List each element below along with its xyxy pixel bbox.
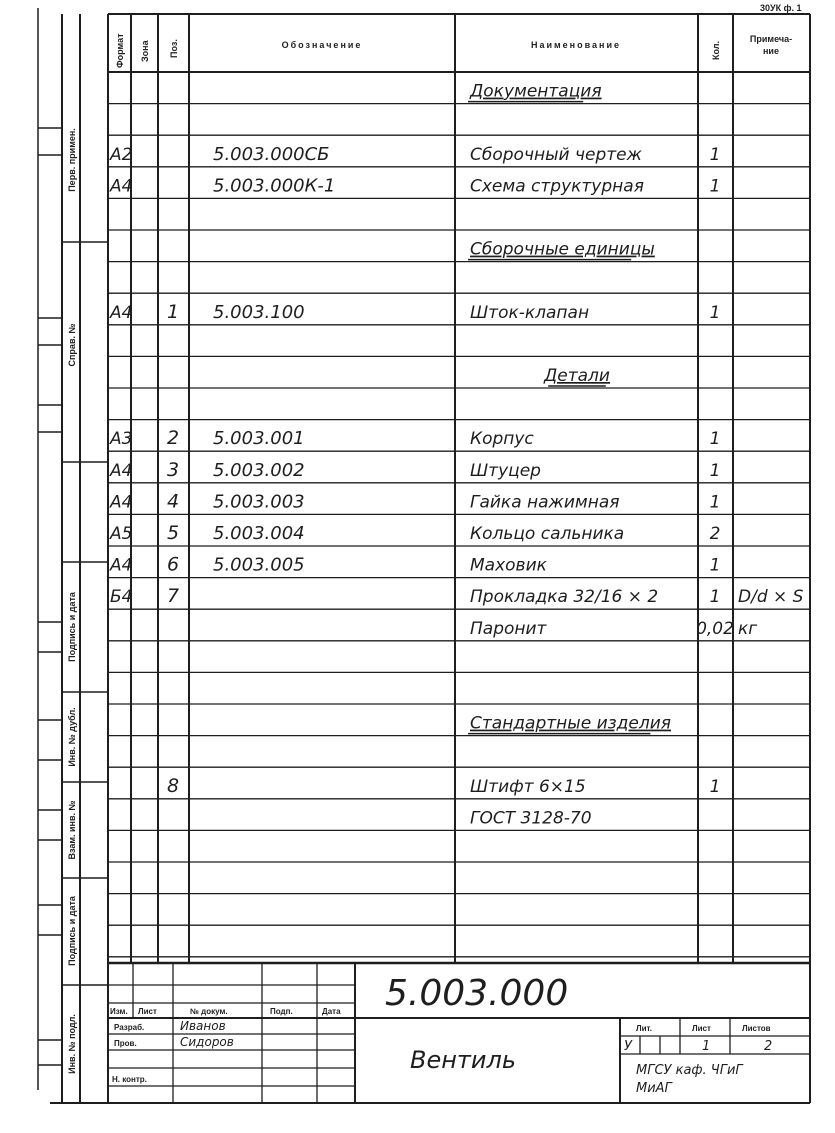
row-pos: 8 [166,774,180,797]
tb-list: Лист [138,1007,157,1016]
tb-org-line1: МГСУ каф. ЧГиГ [636,1063,743,1078]
product-name: Вентиль [410,1046,516,1074]
side-vzam-inv: Взам. инв. № [67,800,77,860]
side-sprav-no: Справ. № [67,323,77,367]
row-qty: 1 [709,460,721,481]
tb-listov-value: 2 [764,1039,773,1054]
section-heading: Стандартные изделия [470,713,672,734]
row-format: А5 [110,524,133,544]
row-designation: 5.003.003 [213,491,305,513]
row-format: А3 [110,429,133,450]
row-note: D/d × S [738,587,804,608]
row-designation: 5.003.004 [213,523,305,544]
side-perv-primen: Перв. примен. [67,128,77,192]
row-qty: 0,02 [696,618,734,639]
row-pos: 4 [166,490,180,513]
row-name: Гайка нажимная [470,492,620,513]
row-format: А2 [110,144,133,165]
row-pos: 5 [166,522,180,544]
tb-prov: Пров. [114,1039,137,1048]
header-note-line1: Примеча- [749,34,793,44]
row-designation: 5.003.000К-1 [213,175,336,197]
header-format: Формат [115,33,125,68]
row-name: Штифт 6×15 [470,776,586,797]
row-format: Б4 [110,587,133,608]
header-note-line2: ние [763,46,779,56]
side-podp-data-1: Подпись и дата [67,592,77,662]
header-zone: Зона [140,40,150,62]
row-format: А4 [110,492,133,513]
row-qty: 1 [709,144,721,165]
header-pos: Поз. [169,39,179,58]
row-format: А4 [110,302,133,323]
tb-org-line2: МиАГ [636,1081,672,1096]
tb-listov: Листов [742,1024,771,1033]
tb-n-kontr: Н. контр. [112,1075,147,1084]
row-qty: 1 [709,776,721,797]
row-qty: 1 [709,302,721,323]
row-pos: 7 [166,585,180,608]
row-designation: 5.003.002 [213,459,305,481]
tb-data: Дата [322,1007,341,1016]
tb-izm: Изм. [110,1007,128,1016]
row-pos: 2 [166,427,180,450]
row-qty: 1 [709,429,721,450]
row-designation: 5.003.000СБ [213,143,330,165]
tb-podp: Подп. [270,1007,293,1016]
row-name: Корпус [470,429,534,450]
row-name: Схема структурная [470,176,644,197]
row-format: А4 [110,555,133,576]
header-name: Наименование [530,40,622,50]
form-code: 30УК ф. 1 [760,3,802,13]
spec-rows [109,82,804,829]
row-note: кг [738,618,758,639]
row-qty: 1 [709,587,721,608]
row-designation: 5.003.100 [213,301,305,323]
side-inv-dubl: Инв. № дубл. [67,707,77,767]
row-format: А4 [110,460,133,481]
side-inv-podl: Инв. № подл. [67,1014,77,1074]
tb-lit: Лит. [636,1024,652,1033]
tb-n-dokum: № докум. [190,1007,228,1016]
row-name: Штуцер [470,460,541,481]
header-designation: Обозначение [281,40,363,50]
row-qty: 1 [709,176,721,197]
row-pos: 6 [166,553,180,576]
row-name: Сборочный чертеж [470,144,642,165]
row-name: Паронит [470,618,547,639]
row-designation: 5.003.005 [213,554,305,576]
doc-number: 5.003.000 [385,973,569,1014]
row-name: Маховик [470,555,547,576]
header-qty: Кол. [711,41,721,60]
row-qty: 1 [709,555,721,576]
row-name: ГОСТ 3128-70 [470,808,592,829]
section-heading: Сборочные единицы [470,239,655,260]
row-format: А4 [110,176,133,197]
row-name: Кольцо сальника [470,524,625,544]
tb-lit-value: У [624,1039,632,1054]
row-name: Прокладка 32/16 × 2 [470,587,659,608]
tb-prov-name: Сидоров [180,1035,234,1049]
row-qty: 2 [709,524,721,544]
row-name: Шток-клапан [470,302,590,323]
tb-razrab-name: Иванов [180,1019,226,1033]
section-heading: Детали [544,366,610,386]
row-pos: 1 [166,300,180,323]
side-podp-data-2: Подпись и дата [67,896,77,966]
row-designation: 5.003.001 [213,428,305,450]
section-heading: Документация [470,81,602,102]
tb-list-header: Лист [692,1024,711,1033]
tb-razrab: Разраб. [114,1023,145,1032]
row-qty: 1 [709,492,721,513]
tb-list-value: 1 [702,1039,711,1054]
row-pos: 3 [166,458,180,481]
